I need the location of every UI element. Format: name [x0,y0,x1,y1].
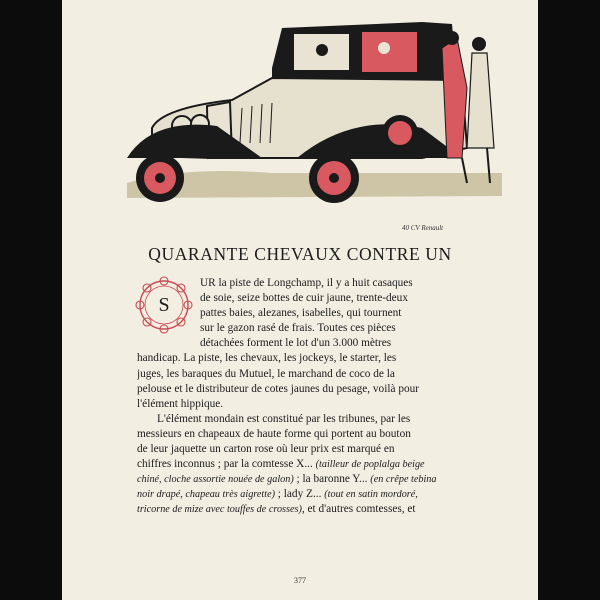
text-line [137,427,499,442]
body-text [137,276,499,518]
chapter-title: QUARANTE CHEVAUX CONTRE UN [148,244,452,264]
document-page [62,0,538,600]
text-run: de leur jaquette un carton rose où leur prix est marqué en [137,443,395,456]
illustration-caption: 40 CV Renault [402,224,444,232]
paragraph-1 [137,276,499,412]
car-illustration [122,8,502,208]
text-line: pelouse et le distributeur de cotes jaunes du pesage, voilà pour [137,382,420,395]
italic-text: (en crêpe tebina [370,474,437,486]
text-line [137,442,499,457]
text-line: sur le gazon rasé de frais. Toutes ces pièces [200,322,396,335]
italic-text: (tailleur de poplalga beige [315,459,425,471]
text-line [137,457,499,472]
text-run: chiffres inconnus ; par la comtesse X... [137,458,316,471]
text-line: détachées forment le lot d'un 3.000 mètres [200,337,392,350]
text-line [137,487,499,502]
text-line: pattes baies, alezanes, isabelles, qui tournent [200,307,402,320]
text-run: , et d'autres comtesses, et [301,503,416,516]
text-run: messieurs en chapeaux de haute forme qui portent au bouton [137,427,411,440]
text-line: de soie, seize bottes de cuir jaune, trente-deux [200,292,408,305]
drop-cap-letter: S [158,294,170,316]
text-run: ; lady Z... [274,488,325,501]
text-line: UR la piste de Longchamp, il y a huit casaques [200,277,413,289]
italic-text: chiné, cloche assortie nouée de galon) [137,474,294,486]
italic-text: tricorne de mize avec touffes de crosses) [137,504,302,516]
text-line: juges, les baraques du Mutuel, le marchand de coco de la [137,367,395,380]
text-line: handicap. La piste, les chevaux, les jockeys, le starter, les [137,352,397,365]
text-run: L'élément mondain est constitué par les tribunes, par les [157,412,411,425]
paragraph-2 [137,412,499,518]
italic-text: (tout en satin mordoré, [324,489,418,501]
text-run: ; la baronne Y... [293,473,371,486]
italic-text: noir drapé, chapeau très aigrette) [137,489,275,501]
text-line: l'élément hippique. [137,397,224,410]
text-line [137,502,499,517]
page-number: 377 [294,576,306,585]
text-line [137,412,499,427]
text-line [137,472,499,487]
